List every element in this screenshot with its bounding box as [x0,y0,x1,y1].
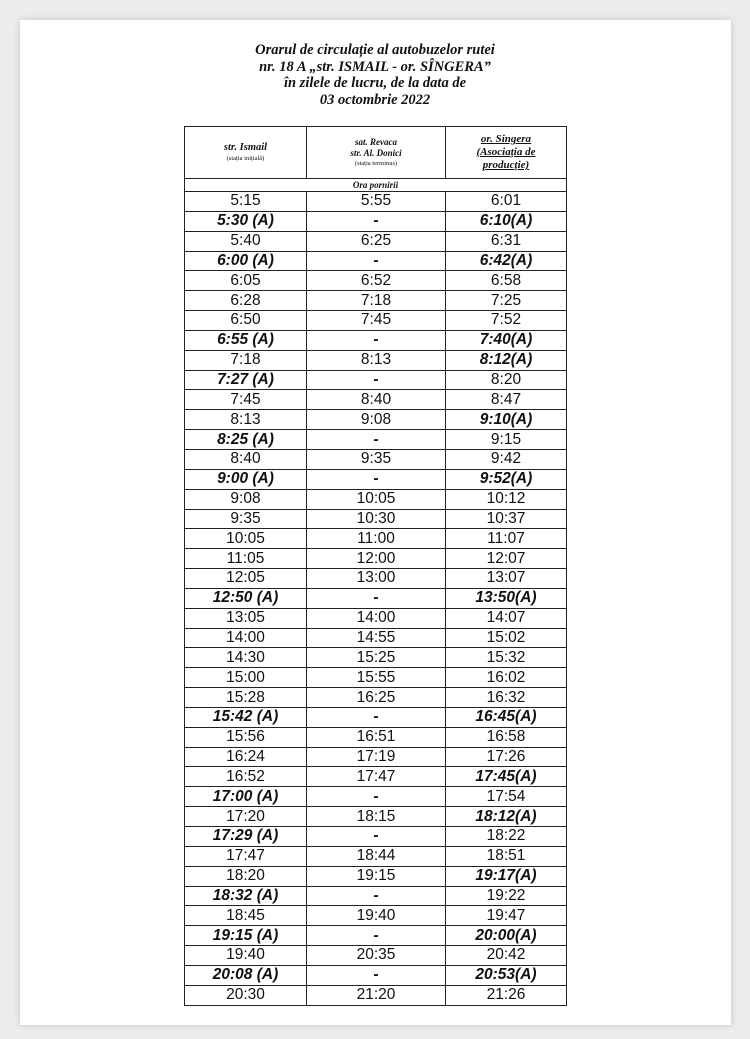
time-singera: 19:22 [446,886,567,906]
table-row [185,807,567,827]
time-singera: 9:10(A) [446,410,567,430]
time-revaca: 17:47 [307,767,446,787]
time-ismail: 8:40 [185,449,307,469]
time-ismail: 9:00 (A) [185,469,307,489]
table-row [185,846,567,866]
time-singera: 7:25 [446,291,567,311]
time-revaca: 5:55 [307,192,446,212]
table-row [185,926,567,946]
table-row [185,192,567,212]
time-singera: 13:07 [446,569,567,589]
time-singera: 15:32 [446,648,567,668]
document-title [0,42,750,108]
time-revaca: 14:55 [307,628,446,648]
time-ismail: 14:00 [185,628,307,648]
time-singera: 20:00(A) [446,926,567,946]
time-singera: 19:47 [446,906,567,926]
time-singera: 8:12(A) [446,350,567,370]
time-singera: 15:02 [446,628,567,648]
table-row [185,271,567,291]
table-row [185,311,567,331]
table-row [185,430,567,450]
time-ismail: 20:08 (A) [185,965,307,985]
time-revaca: - [307,330,446,350]
table-row [185,509,567,529]
subheader-label: Ora pornirii [185,179,567,192]
header-ismail [185,127,307,179]
time-ismail: 15:00 [185,668,307,688]
time-ismail: 8:13 [185,410,307,430]
table-row [185,767,567,787]
time-ismail: 14:30 [185,648,307,668]
time-revaca: 6:52 [307,271,446,291]
table-row [185,588,567,608]
time-ismail: 7:18 [185,350,307,370]
time-ismail: 6:55 (A) [185,330,307,350]
schedule-table [184,126,567,1006]
time-singera: 6:58 [446,271,567,291]
title-line-4: 03 octombrie 2022 [319,91,431,108]
time-ismail: 7:45 [185,390,307,410]
time-singera: 7:52 [446,311,567,331]
time-ismail: 17:00 (A) [185,787,307,807]
title-line-1: Orarul de circulație al autobuzelor rutei [255,42,495,58]
time-singera: 8:20 [446,370,567,390]
table-row [185,688,567,708]
time-revaca: 10:05 [307,489,446,509]
time-revaca: 16:25 [307,688,446,708]
header-revaca-name2: str. Al. Donici [350,148,402,158]
time-ismail: 5:40 [185,231,307,251]
time-singera: 6:31 [446,231,567,251]
table-row [185,390,567,410]
time-ismail: 5:15 [185,192,307,212]
time-revaca: 6:25 [307,231,446,251]
table-row [185,886,567,906]
time-ismail: 19:15 (A) [185,926,307,946]
time-ismail: 13:05 [185,608,307,628]
time-revaca: 9:35 [307,449,446,469]
time-ismail: 18:45 [185,906,307,926]
header-singera [446,127,567,179]
time-revaca: - [307,251,446,271]
time-ismail: 15:56 [185,727,307,747]
time-ismail: 15:28 [185,688,307,708]
time-ismail: 5:30 (A) [185,211,307,231]
time-singera: 17:54 [446,787,567,807]
time-singera: 9:15 [446,430,567,450]
header-revaca [307,127,446,179]
time-singera: 8:47 [446,390,567,410]
time-singera: 20:42 [446,946,567,966]
table-row [185,648,567,668]
time-revaca: 15:25 [307,648,446,668]
time-singera: 17:45(A) [446,767,567,787]
time-revaca: 9:08 [307,410,446,430]
time-singera: 7:40(A) [446,330,567,350]
header-revaca-note: (stația terminus) [354,160,398,167]
time-ismail: 6:00 (A) [185,251,307,271]
title-line-2: nr. 18 A „str. ISMAIL - or. SÎNGERA” [259,58,491,75]
table-row [185,469,567,489]
table-row [185,211,567,231]
time-revaca: - [307,926,446,946]
table-row [185,410,567,430]
table-row [185,291,567,311]
time-revaca: 7:45 [307,311,446,331]
time-revaca: - [307,370,446,390]
table-row [185,787,567,807]
table-row [185,449,567,469]
table-row [185,866,567,886]
time-singera: 18:12(A) [446,807,567,827]
time-ismail: 19:40 [185,946,307,966]
time-revaca: - [307,787,446,807]
table-row [185,707,567,727]
time-revaca: - [307,827,446,847]
time-revaca: 13:00 [307,569,446,589]
time-singera: 6:10(A) [446,211,567,231]
time-ismail: 16:52 [185,767,307,787]
time-revaca: 11:00 [307,529,446,549]
time-revaca: 18:44 [307,846,446,866]
time-revaca: 18:15 [307,807,446,827]
time-ismail: 12:50 (A) [185,588,307,608]
time-revaca: 15:55 [307,668,446,688]
time-singera: 16:58 [446,727,567,747]
header-ismail-name: str. Ismail [223,142,268,153]
table-row [185,668,567,688]
table-row [185,827,567,847]
time-singera: 9:42 [446,449,567,469]
time-ismail: 17:47 [185,846,307,866]
time-ismail: 16:24 [185,747,307,767]
time-ismail: 18:20 [185,866,307,886]
time-revaca: - [307,965,446,985]
time-revaca: - [307,886,446,906]
table-row [185,549,567,569]
time-revaca: 17:19 [307,747,446,767]
time-singera: 16:02 [446,668,567,688]
time-ismail: 20:30 [185,985,307,1005]
time-ismail: 6:50 [185,311,307,331]
time-revaca: 12:00 [307,549,446,569]
header-row [185,127,567,179]
table-row [185,231,567,251]
table-row [185,628,567,648]
time-singera: 17:26 [446,747,567,767]
table-row [185,965,567,985]
time-singera: 11:07 [446,529,567,549]
schedule-body [185,192,567,1006]
time-singera: 10:12 [446,489,567,509]
header-revaca-name1: sat. Revaca [355,137,397,147]
time-revaca: 10:30 [307,509,446,529]
time-singera: 19:17(A) [446,866,567,886]
time-ismail: 8:25 (A) [185,430,307,450]
header-singera-line3: producție) [482,159,530,171]
time-revaca: 7:18 [307,291,446,311]
time-revaca: - [307,211,446,231]
time-ismail: 6:05 [185,271,307,291]
time-revaca: - [307,469,446,489]
table-row [185,985,567,1005]
time-singera: 21:26 [446,985,567,1005]
time-ismail: 9:08 [185,489,307,509]
time-revaca: 20:35 [307,946,446,966]
time-revaca: 19:40 [307,906,446,926]
time-ismail: 9:35 [185,509,307,529]
time-revaca: - [307,430,446,450]
table-row [185,489,567,509]
time-ismail: 15:42 (A) [185,707,307,727]
time-ismail: 6:28 [185,291,307,311]
time-ismail: 17:20 [185,807,307,827]
time-revaca: - [307,588,446,608]
time-singera: 9:52(A) [446,469,567,489]
header-ismail-note: (stația inițială) [226,155,265,162]
time-revaca: 8:13 [307,350,446,370]
time-ismail: 18:32 (A) [185,886,307,906]
header-singera-line1: or. Singera [480,133,532,145]
table-row [185,727,567,747]
time-revaca: - [307,707,446,727]
time-singera: 12:07 [446,549,567,569]
table-row [185,370,567,390]
table-row [185,350,567,370]
time-revaca: 8:40 [307,390,446,410]
table-row [185,569,567,589]
table-row [185,529,567,549]
time-ismail: 12:05 [185,569,307,589]
title-line-3: în zilele de lucru, de la data de [283,75,467,91]
time-singera: 18:51 [446,846,567,866]
table-row [185,946,567,966]
time-ismail: 17:29 (A) [185,827,307,847]
table-row [185,747,567,767]
header-singera-line2: (Asociația de [476,146,536,158]
table-row [185,251,567,271]
time-revaca: 19:15 [307,866,446,886]
time-singera: 13:50(A) [446,588,567,608]
time-singera: 14:07 [446,608,567,628]
time-singera: 6:42(A) [446,251,567,271]
subheader-row [185,179,567,192]
time-singera: 16:32 [446,688,567,708]
time-revaca: 16:51 [307,727,446,747]
table-row [185,330,567,350]
time-singera: 6:01 [446,192,567,212]
time-singera: 18:22 [446,827,567,847]
table-row [185,608,567,628]
time-revaca: 21:20 [307,985,446,1005]
time-singera: 10:37 [446,509,567,529]
time-ismail: 7:27 (A) [185,370,307,390]
time-ismail: 11:05 [185,549,307,569]
time-singera: 16:45(A) [446,707,567,727]
time-revaca: 14:00 [307,608,446,628]
time-singera: 20:53(A) [446,965,567,985]
time-ismail: 10:05 [185,529,307,549]
table-row [185,906,567,926]
